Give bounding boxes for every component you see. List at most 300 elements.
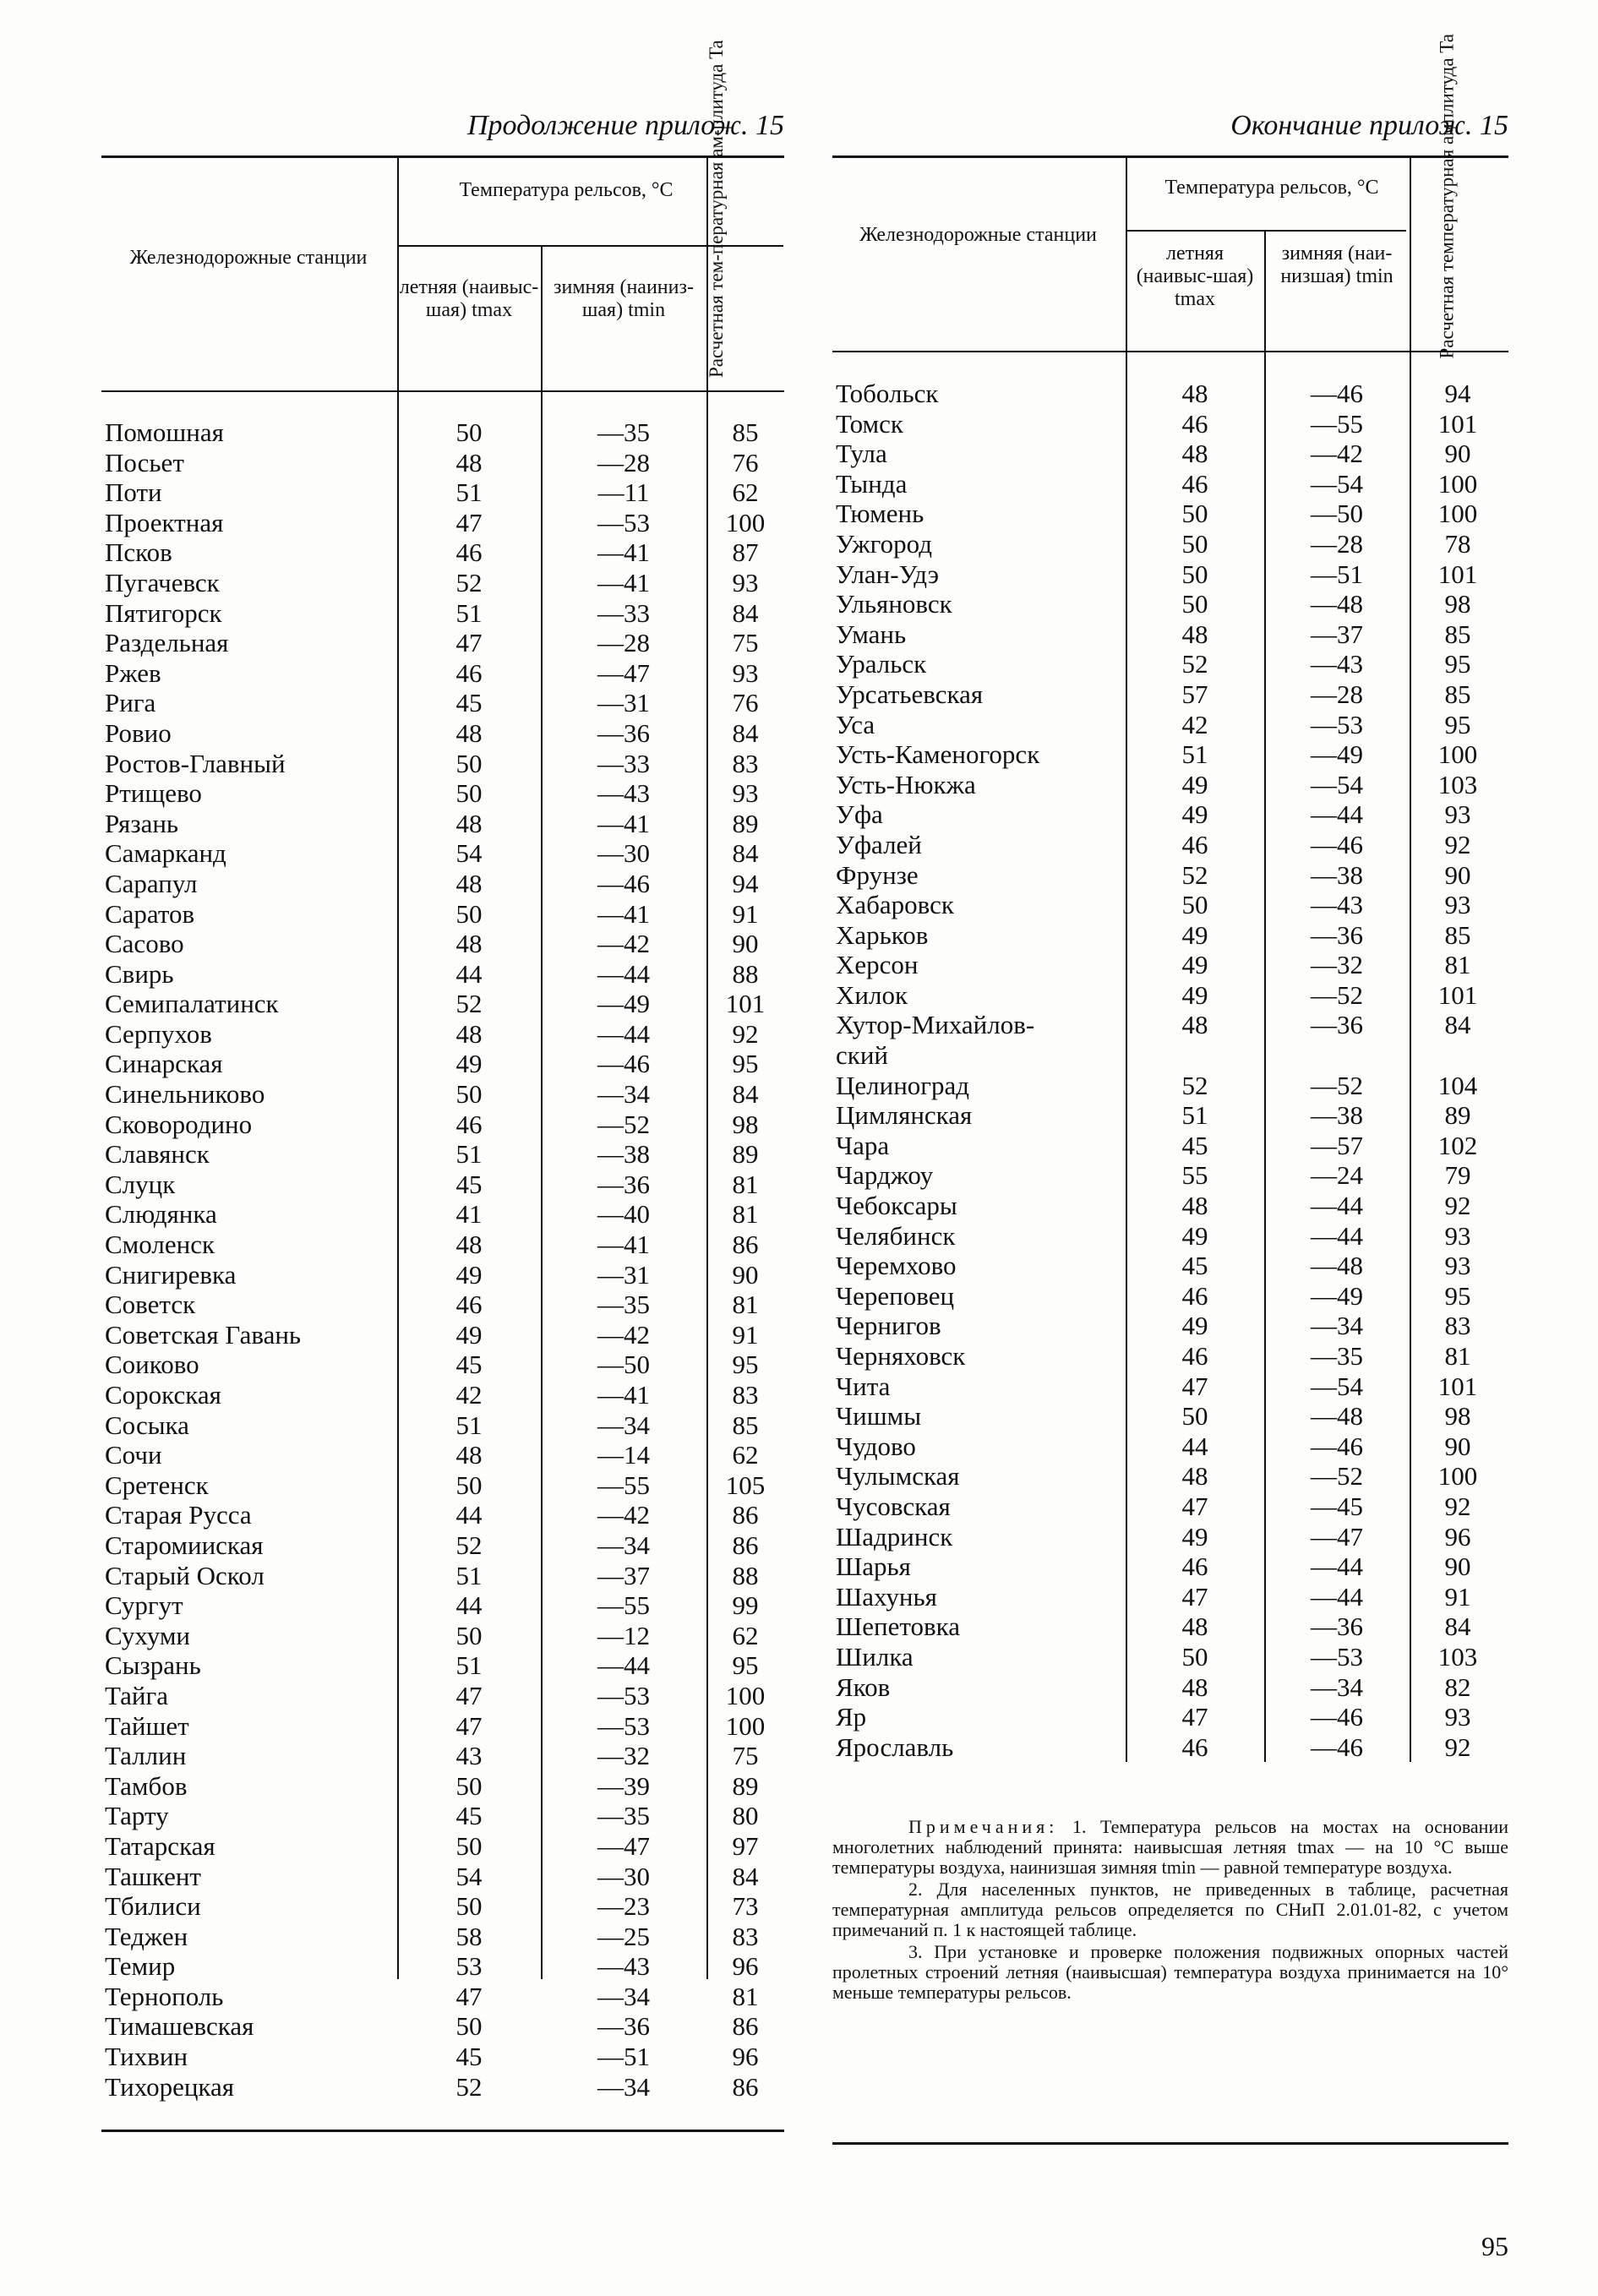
table-row (101, 718, 784, 749)
tmin-value: —44 (1311, 1552, 1363, 1582)
station-name: Семипалатинск (105, 989, 279, 1019)
station-name: Целиноград (836, 1070, 970, 1100)
tmin-value: —14 (597, 1440, 650, 1470)
table-row (832, 439, 1508, 469)
table-row (832, 1432, 1508, 1462)
tmax-value: 50 (455, 1830, 483, 1861)
tmax-value: 48 (455, 447, 483, 477)
table-row (101, 1260, 784, 1290)
tmin-value: —32 (1311, 950, 1363, 980)
station-name: Сызрань (105, 1650, 201, 1681)
tmin-value: —44 (597, 958, 650, 989)
table-row (832, 1100, 1508, 1131)
table-row (101, 1530, 784, 1561)
tmax-value: 42 (455, 1380, 483, 1410)
tmax-value: 48 (455, 1230, 483, 1260)
tmin-value: —34 (597, 1410, 650, 1440)
amplitude-value: 86 (732, 2011, 759, 2042)
note-paragraph (832, 1942, 1508, 2003)
amplitude-value: 75 (732, 1741, 759, 1771)
amplitude-value: 85 (1444, 919, 1471, 950)
continuation-title-right: Окончание прилож. 15 (1230, 110, 1508, 141)
station-name: Слюдянка (105, 1199, 217, 1230)
tmax-value: 51 (1181, 739, 1208, 770)
tmax-value: 48 (455, 717, 483, 748)
tmin-value: —38 (1311, 1100, 1363, 1131)
tmin-value: —43 (597, 778, 650, 809)
station-name: Тамбов (105, 1770, 188, 1801)
table-row (832, 559, 1508, 590)
tmax-value: 46 (455, 1109, 483, 1139)
station-name: Черняховск (836, 1341, 966, 1371)
station-name: Саратов (105, 898, 195, 929)
tmax-value: 45 (455, 1350, 483, 1380)
tmin-value: —55 (597, 1470, 650, 1500)
station-name: Псков (105, 537, 172, 568)
amplitude-value: 95 (1444, 709, 1471, 739)
table-row (101, 959, 784, 990)
station-name: Херсон (836, 950, 919, 980)
tmax-value: 52 (455, 2071, 483, 2102)
tmax-value: 49 (1181, 1220, 1208, 1251)
table-row (101, 1741, 784, 1771)
tmin-value: —41 (597, 567, 650, 597)
tmax-value: 44 (455, 1500, 483, 1530)
amplitude-value: 86 (732, 1500, 759, 1530)
tmax-value: 48 (455, 1440, 483, 1470)
amplitude-value: 92 (1444, 1191, 1471, 1221)
amplitude-value: 86 (732, 1530, 759, 1560)
station-name: Тобольск (836, 379, 939, 408)
tmin-value: —36 (1311, 1612, 1363, 1642)
amplitude-value: 79 (1444, 1160, 1471, 1191)
tmax-value: 50 (455, 1891, 483, 1922)
tmax-value: 50 (455, 2011, 483, 2042)
amplitude-value: 85 (732, 1410, 759, 1440)
amplitude-value: 81 (732, 1290, 759, 1320)
amplitude-value: 96 (732, 2042, 759, 2072)
tmin-value: —44 (1311, 1220, 1363, 1251)
tmin-value: —52 (1311, 1070, 1363, 1100)
tmax-value: 50 (1181, 1401, 1208, 1432)
tmax-value: 50 (1181, 528, 1208, 559)
tmin-value: —39 (597, 1770, 650, 1801)
amplitude-value: 89 (732, 1770, 759, 1801)
table-row (101, 778, 784, 809)
tmin-value: —46 (597, 868, 650, 898)
tmax-value: 49 (455, 1049, 483, 1079)
table-row (101, 1380, 784, 1410)
header-rule-right (832, 351, 1508, 352)
table-row (101, 1139, 784, 1170)
station-name: Улан-Удэ (836, 559, 940, 589)
tmin-value: —47 (1311, 1521, 1363, 1552)
table-row (832, 529, 1508, 559)
amplitude-value: 90 (1444, 1431, 1471, 1461)
tmax-value: 51 (455, 1139, 483, 1170)
tmax-value: 51 (455, 1410, 483, 1440)
tmin-value: —11 (597, 477, 650, 508)
tmax-value: 46 (1181, 1341, 1208, 1371)
table-row (101, 1650, 784, 1681)
tmin-value: —46 (1311, 829, 1363, 859)
station-name: Татарская (105, 1830, 215, 1861)
table-row (101, 508, 784, 538)
tmin-value: —52 (1311, 1461, 1363, 1492)
tmin-value: —49 (1311, 1280, 1363, 1311)
table-row (832, 1582, 1508, 1612)
tmin-value: —36 (1311, 1010, 1363, 1040)
amplitude-value: 62 (732, 1620, 759, 1650)
station-name: Самарканд (105, 838, 226, 869)
header-summer: летняя (наивыс-шая) tmax (1136, 243, 1254, 310)
amplitude-value: 102 (1437, 1130, 1478, 1160)
tmax-value: 54 (455, 1861, 483, 1891)
station-name: Сосыка (105, 1410, 189, 1440)
tmin-value: —38 (1311, 859, 1363, 890)
tmin-value: —37 (597, 1560, 650, 1590)
table-row (832, 1281, 1508, 1312)
tmin-value: —43 (1311, 649, 1363, 679)
amplitude-value: 100 (1437, 499, 1478, 529)
table-row (832, 1732, 1508, 1763)
page-number: 95 (1481, 2231, 1508, 2261)
tmin-value: —45 (1311, 1491, 1363, 1521)
station-name: Советская Гавань (105, 1319, 302, 1350)
table-row (101, 1681, 784, 1711)
amplitude-value: 62 (732, 1440, 759, 1470)
station-name: Ярославль (836, 1732, 954, 1762)
tmin-value: —12 (597, 1620, 650, 1650)
table-row (832, 1492, 1508, 1522)
station-name: Тайшет (105, 1710, 189, 1741)
station-name: Свирь (105, 958, 174, 989)
tmax-value: 51 (455, 477, 483, 508)
table-row (101, 1500, 784, 1530)
station-name: Советск (105, 1290, 196, 1320)
table-row (101, 1891, 784, 1922)
amplitude-value: 93 (1444, 799, 1471, 830)
amplitude-value: 85 (1444, 619, 1471, 649)
station-name: Томск (836, 408, 903, 439)
station-name: Усть-Нюкжа (836, 769, 976, 799)
station-name: Чулымская (836, 1461, 960, 1492)
amplitude-value: 73 (732, 1891, 759, 1922)
station-name: Помошная (105, 417, 224, 447)
tmax-value: 46 (1181, 468, 1208, 499)
table-row (832, 1311, 1508, 1341)
station-name: Яр (836, 1702, 867, 1732)
tmax-value: 47 (1181, 1581, 1208, 1612)
table-row (832, 619, 1508, 650)
tmin-value: —48 (1311, 589, 1363, 619)
tmin-value: —40 (597, 1199, 650, 1230)
station-name: Пятигорск (105, 597, 222, 628)
amplitude-value: 104 (1437, 1070, 1478, 1100)
table-row (832, 1372, 1508, 1402)
tmax-value: 50 (1181, 559, 1208, 589)
tmax-value: 51 (1181, 1100, 1208, 1131)
tmin-value: —44 (1311, 1191, 1363, 1221)
tmin-value: —54 (1311, 1371, 1363, 1401)
table-row (832, 1010, 1508, 1070)
station-name: Тернополь (105, 1981, 224, 2011)
station-name: Посьет (105, 447, 184, 477)
station-name: Раздельная (105, 628, 229, 658)
tmax-value: 52 (1181, 1070, 1208, 1100)
station-name: Ташкент (105, 1861, 201, 1891)
table-row (101, 989, 784, 1019)
station-name: Чернигов (836, 1311, 941, 1341)
station-name: Чита (836, 1371, 891, 1401)
table-row (101, 1049, 784, 1079)
tmax-value: 44 (455, 958, 483, 989)
table-row (101, 1290, 784, 1320)
table-row (101, 749, 784, 779)
table-row (832, 830, 1508, 860)
tmin-value: —42 (597, 1319, 650, 1350)
amplitude-value: 98 (1444, 589, 1471, 619)
station-name: Ульяновск (836, 589, 952, 619)
table-row (101, 1350, 784, 1380)
amplitude-value: 93 (732, 778, 759, 809)
table-row (832, 920, 1508, 951)
tmin-value: —42 (597, 929, 650, 959)
station-name: Чара (836, 1130, 890, 1160)
amplitude-value: 91 (1444, 1581, 1471, 1612)
tmin-value: —41 (597, 1380, 650, 1410)
table-row (101, 417, 784, 448)
amplitude-value: 84 (732, 597, 759, 628)
header-amplitude: Расчетная температурная амплитуда Ta (1436, 34, 1458, 359)
amplitude-value: 76 (732, 447, 759, 477)
table-row (101, 1801, 784, 1831)
header-temp-group: Температура рельсов, °С (459, 179, 674, 201)
station-name: Сочи (105, 1440, 162, 1470)
tmax-value: 52 (455, 567, 483, 597)
station-name: Тихвин (105, 2042, 188, 2072)
tmax-value: 44 (455, 1590, 483, 1621)
notes-lead: Примечания: (908, 1816, 1059, 1837)
amplitude-value: 89 (732, 1139, 759, 1170)
tmin-value: —31 (597, 1259, 650, 1290)
table-row (101, 1230, 784, 1260)
header-summer: летняя (наивыс-шая) tmax (399, 276, 539, 321)
table-row (832, 980, 1508, 1011)
tmin-value: —48 (1311, 1251, 1363, 1281)
station-name: Слуцк (105, 1169, 176, 1199)
station-name: Цимлянская (836, 1100, 973, 1131)
station-name: Чебоксары (836, 1191, 957, 1221)
table-row (101, 477, 784, 508)
tmin-value: —44 (597, 1650, 650, 1681)
tmax-value: 49 (1181, 769, 1208, 799)
tmin-value: —38 (597, 1139, 650, 1170)
tmax-value: 46 (455, 657, 483, 688)
tmin-value: —34 (1311, 1672, 1363, 1702)
tmax-value: 48 (1181, 379, 1208, 408)
amplitude-value: 85 (732, 417, 759, 447)
amplitude-value: 75 (732, 628, 759, 658)
amplitude-value: 81 (1444, 950, 1471, 980)
tmin-value: —41 (597, 537, 650, 568)
tmax-value: 48 (455, 868, 483, 898)
tmax-value: 48 (455, 1018, 483, 1049)
tmin-value: —42 (1311, 439, 1363, 469)
tmin-value: —36 (597, 1169, 650, 1199)
tmax-value: 49 (1181, 1311, 1208, 1341)
table-row (832, 1160, 1508, 1191)
amplitude-value: 101 (1437, 979, 1478, 1010)
tmin-value: —51 (1311, 559, 1363, 589)
station-name: Старый Оскол (105, 1560, 265, 1590)
amplitude-value: 95 (732, 1049, 759, 1079)
table-row (832, 890, 1508, 920)
station-name: Сковородино (105, 1109, 253, 1139)
amplitude-value: 78 (1444, 528, 1471, 559)
tmax-value: 52 (455, 1530, 483, 1560)
table-row (832, 1612, 1508, 1642)
station-name: Фрунзе (836, 859, 919, 890)
table-row (101, 1922, 784, 1952)
amplitude-value: 100 (1437, 1461, 1478, 1492)
amplitude-value: 76 (732, 688, 759, 718)
table-row (101, 1561, 784, 1591)
table-row (832, 739, 1508, 770)
amplitude-value: 100 (1437, 739, 1478, 770)
table-row (832, 1552, 1508, 1582)
tmin-value: —44 (597, 1018, 650, 1049)
tmin-value: —41 (597, 808, 650, 838)
tmax-value: 45 (455, 1801, 483, 1831)
table-row (101, 598, 784, 629)
amplitude-value: 92 (1444, 829, 1471, 859)
station-name: Синарская (105, 1049, 223, 1079)
tmax-value: 48 (455, 929, 483, 959)
tmin-value: —50 (597, 1350, 650, 1380)
station-name: Поти (105, 477, 162, 508)
station-name: Сарапул (105, 868, 198, 898)
station-name: Урсатьевская (836, 679, 984, 709)
table-row (101, 1470, 784, 1501)
tmin-value: —31 (597, 688, 650, 718)
amplitude-value: 90 (1444, 1552, 1471, 1582)
table-row (101, 899, 784, 930)
tmin-value: —53 (1311, 1641, 1363, 1672)
tmax-value: 49 (455, 1319, 483, 1350)
tmax-value: 52 (455, 989, 483, 1019)
station-name: Тимашевская (105, 2011, 254, 2042)
tmax-value: 47 (455, 628, 483, 658)
tmax-value: 49 (1181, 919, 1208, 950)
tmin-value: —54 (1311, 468, 1363, 499)
table-row (832, 1071, 1508, 1101)
station-name: Тарту (105, 1801, 169, 1831)
tmin-value: —53 (597, 507, 650, 537)
tmax-value: 48 (1181, 1010, 1208, 1040)
tmin-value: —52 (597, 1109, 650, 1139)
table-row (832, 1131, 1508, 1161)
tmin-value: —34 (597, 1079, 650, 1110)
tmin-value: —43 (1311, 890, 1363, 920)
tmax-value: 47 (1181, 1491, 1208, 1521)
tmin-value: —32 (597, 1741, 650, 1771)
tmin-value: —49 (1311, 739, 1363, 770)
station-name: Ужгород (836, 528, 932, 559)
table-row (832, 1522, 1508, 1552)
tmin-value: —52 (1311, 979, 1363, 1010)
tmax-value: 46 (1181, 1280, 1208, 1311)
table-row (101, 1982, 784, 2012)
amplitude-value: 87 (732, 537, 759, 568)
table-row (101, 869, 784, 899)
amplitude-value: 84 (1444, 1010, 1471, 1040)
amplitude-value: 82 (1444, 1672, 1471, 1702)
station-name: Харьков (836, 919, 929, 950)
tmax-value: 54 (455, 838, 483, 869)
table-body-left (101, 417, 784, 2102)
table-row (101, 1951, 784, 1982)
tmax-value: 49 (1181, 950, 1208, 980)
station-name: Снигиревка (105, 1259, 237, 1290)
tmin-value: —33 (597, 597, 650, 628)
amplitude-value: 84 (1444, 1612, 1471, 1642)
tmax-value: 45 (455, 688, 483, 718)
tmin-value: —53 (597, 1680, 650, 1710)
table-row (832, 710, 1508, 740)
tmin-value: —35 (1311, 1341, 1363, 1371)
amplitude-value: 84 (732, 838, 759, 869)
tmin-value: —36 (597, 717, 650, 748)
tmax-value: 48 (455, 808, 483, 838)
table-row (101, 2042, 784, 2072)
station-name: Уса (836, 709, 875, 739)
amplitude-value: 85 (1444, 679, 1471, 709)
tmin-value: —50 (1311, 499, 1363, 529)
amplitude-value: 100 (1437, 468, 1478, 499)
table-row (101, 628, 784, 658)
amplitude-value: 90 (732, 1259, 759, 1290)
tmax-value: 48 (1181, 1461, 1208, 1492)
tmin-value: —28 (1311, 528, 1363, 559)
tmax-value: 53 (455, 1951, 483, 1982)
table-row (101, 688, 784, 718)
tmax-value: 50 (455, 898, 483, 929)
tmin-value: —46 (597, 1049, 650, 1079)
amplitude-value: 96 (1444, 1521, 1471, 1552)
tmax-value: 47 (455, 507, 483, 537)
tmin-value: —35 (597, 417, 650, 447)
tmin-value: —33 (597, 748, 650, 778)
tmin-value: —47 (597, 657, 650, 688)
table-row (832, 1251, 1508, 1281)
tmin-value: —25 (597, 1921, 650, 1951)
table-row (832, 799, 1508, 830)
table-row (832, 679, 1508, 710)
tmin-value: —36 (1311, 919, 1363, 950)
tmax-value: 47 (455, 1981, 483, 2011)
tmin-value: —34 (597, 2071, 650, 2102)
tmax-value: 43 (455, 1741, 483, 1771)
station-name: Старая Русса (105, 1500, 252, 1530)
tmax-value: 48 (1181, 439, 1208, 469)
amplitude-value: 100 (725, 1680, 766, 1710)
tmin-value: —46 (1311, 1732, 1363, 1762)
table-row (101, 1019, 784, 1050)
station-name: Чарджоу (836, 1160, 934, 1191)
tmin-value: —30 (597, 838, 650, 869)
table-row (101, 2072, 784, 2102)
